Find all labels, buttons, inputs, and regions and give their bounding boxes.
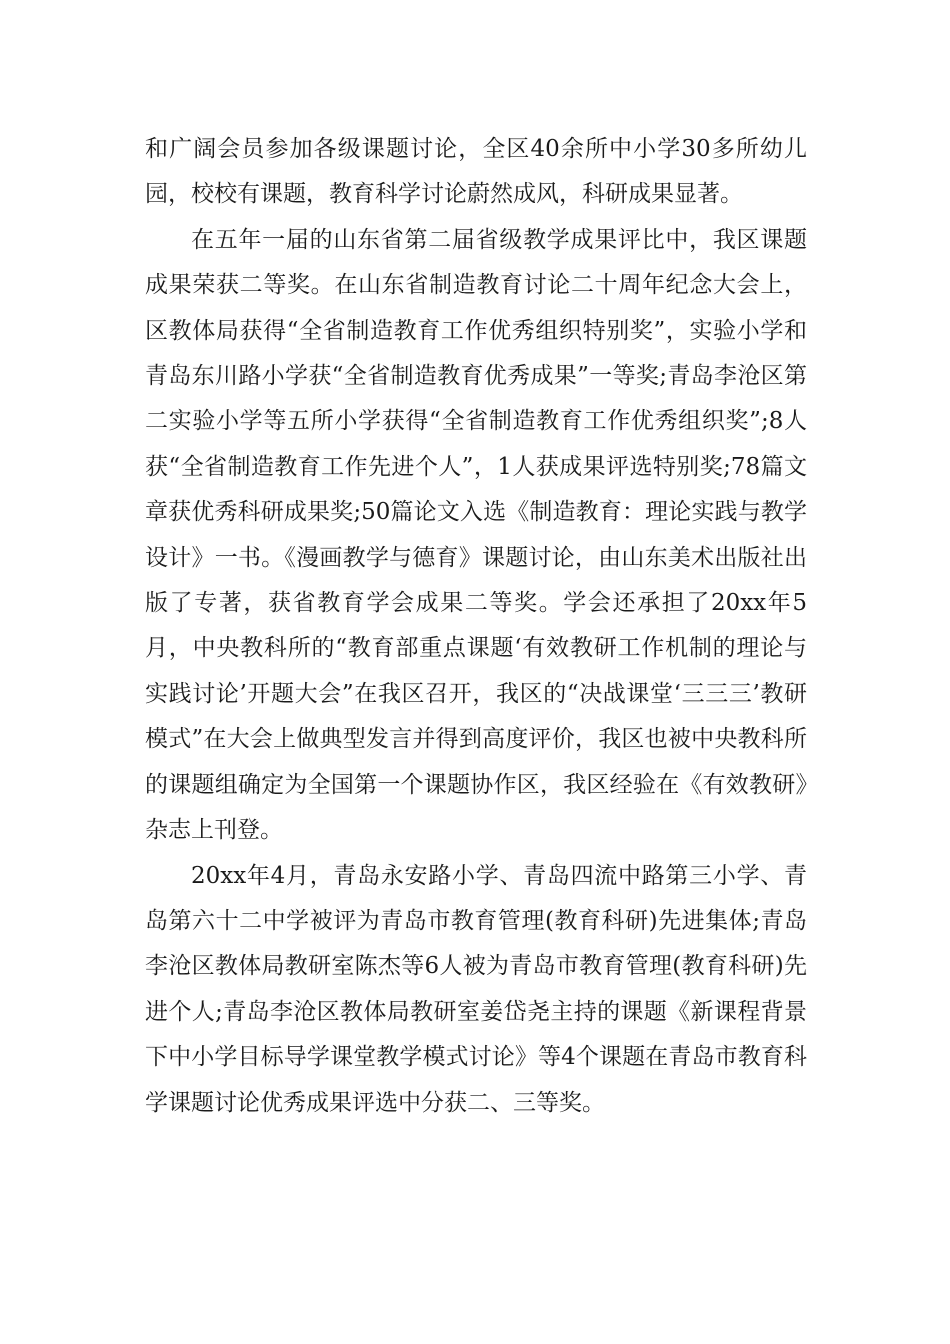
document-body <box>145 127 807 1126</box>
paragraph-awards-qingdao: 20xx年4月，青岛永安路小学、青岛四流中路第三小学、青岛第六十二中学被评为青岛市教育管理(教育科研)先进集体;青岛李沧区教体局教研室陈杰等6人被为青岛市教育管理(教育科研)先进个人;青岛李沧区教体局教研室姜岱尧主持的课题《新课程背景下中小学目标导学课堂教学模式讨论》等4个课题在青岛市教育科学课题讨论优秀成果评选中分获二、三等奖。 <box>145 862 807 1116</box>
paragraph-awards-provincial: 在五年一届的山东省第二届省级教学成果评比中，我区课题成果荣获二等奖。在山东省制造教育讨论二十周年纪念大会上，区教体局获得“全省制造教育工作优秀组织特别奖”，实验小学和青岛东川路小学获“全省制造教育优秀成果”一等奖;青岛李沧区第二实验小学等五所小学获得“全省制造教育工作优秀组织奖”;8人获“全省制造教育工作先进个人”，1人获成果评选特别奖;78篇文章获优秀科研成果奖;50篇论文入选《制造教育：理论实践与教学设计》一书。《漫画教学与德育》课题讨论，由山东美术出版社出版了专著，获省教育学会成果二等奖。学会还承担了20xx年5月，中央教科所的“教育部重点课题‘有效教研工作机制的理论与实践讨论’开题大会”在我区召开，我区的“决战课堂‘三三三’教研模式”在大会上做典型发言并得到高度评价，我区也被中央教科所的课题组确定为全国第一个课题协作区，我区经验在《有效教研》杂志上刊登。 <box>145 226 807 844</box>
paragraph-continued: 和广阔会员参加各级课题讨论，全区40余所中小学30多所幼儿园，校校有课题，教育科学讨论蔚然成风，科研成果显著。 <box>145 136 807 208</box>
